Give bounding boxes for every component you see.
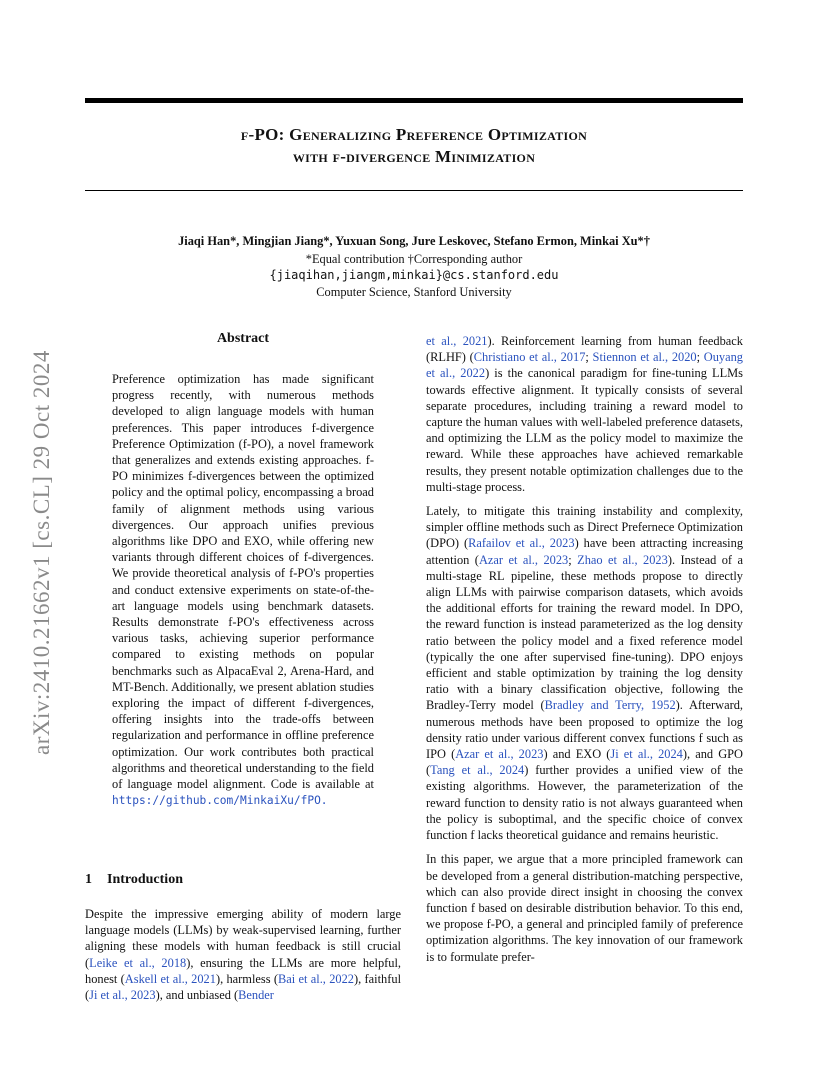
text-span: ). Reinforcement learning from human feedback (RLHF) ( — [426, 334, 743, 365]
contribution-note: *Equal contribution †Corresponding author — [305, 252, 523, 266]
text-span: ), ensuring the LLMs are more helpful, honest ( — [85, 955, 402, 986]
text-span: ). Instead of a multi-stage RL pipeline, these methods propose to directly align LLMs with pairwise comparison datasets, which avoids the additional efforts for training the reward model. In DPO, the reward function is instead parameterized as the log density ratio between the policy model and a fixed reference model (typically the one after supervised fine-tuning). DPO enjoys efficient and stable optimization by training the log density ratio with a binary classification objective, following the Bradley-Terry model ( — [426, 552, 743, 713]
abstract-body — [112, 371, 374, 809]
intro-paragraph-2: Lately, to mitigate this training instability and complexity, simpler offline methods such as Direct Prefernece Optimization (DPO) (Rafailov et al., 2023) have been attracting increasing attention (Azar et al., 2023; Zhao et al., 2023). Instead of a multi-stage RL pipeline, these methods propose to directly align LLMs with pairwise comparison datasets, which avoids the additional efforts for training the reward model. In DPO, the reward function is instead parameterized as the log density ratio between the policy model and a fixed reference model (typically the one after supervised fine-tuning). DPO enjoys efficient and stable optimization by training the log density ratio with a binary classification objective, following the Bradley-Terry model (Bradley and Terry, 1952). Afterward, numerous methods have been proposed to optimize the log density ratio under various different convex functions f such as IPO (Azar et al., 2023) and EXO (Ji et al., 2024), and GPO (Tang et al., 2024) further provides a unified view of the existing algorithms. However, the parameterization of the reward function to density ratio is not always guaranteed when the policy is suboptimal, and the specific choice of convex function f lacks theoretical guidance and remains heuristic. — [426, 504, 744, 843]
intro-paragraph-1-cont: et al., 2021). Reinforcement learning from human feedback (RLHF) (Christiano et al., 2017; Stiennon et al., 2020; Ouyang et al., 2022) is the canonical paradigm for fine-tuning LLMs towards effective alignment. It typically consists of several separate procedures, including training a reward model to capture the human values with well-labeled preference datasets, and optimizing the LLM as the policy model to maximize the reward. While these approaches have achieved remarkable results, they present notable optimization challenges due to the multi-stage process. — [426, 334, 744, 494]
abstract-text: Preference optimization has made significant progress recently, with numerous methods developed to align language models with human preferences. This paper introduces f-divergence Preference Optimization (f-PO), a novel framework that generalizes and extends existing approaches. f-PO minimizes f-divergences between the optimized policy and the optimal policy, encompassing a broad family of alignment methods using various divergences. Our approach unifies previous algorithms like DPO and EXO, while offering new variants through different choices of f-divergences. We provide theoretical analysis of f-PO's properties and conduct extensive experiments on state-of-the-art language models using benchmark datasets. Results demonstrate f-PO's effectiveness across various tasks, achieving superior performance compared to existing methods on popular benchmarks such as AlpacaEval 2, Arena-Hard, and MT-Bench. Additionally, we present ablation studies exploring the impact of different f-divergences, offering insights into the trade-offs between regularization and performance in offline preference optimization. Our work contributes both practical algorithms and theoretical understanding to the field of language model alignment. Code is available at — [112, 372, 374, 792]
citation-link[interactable]: Ji et al., 2024 — [610, 747, 683, 762]
citation-link[interactable]: Ouyang et al., 2022 — [426, 350, 743, 381]
citation-link[interactable]: Azar et al., 2023 — [478, 552, 569, 567]
intro-paragraph-1-start — [85, 906, 401, 1003]
text-span: ), harmless ( — [215, 971, 278, 986]
author-email: {jiaqihan,jiangm,minkai}@cs.stanford.edu — [269, 268, 559, 282]
citation-link[interactable]: et al., 2021 — [426, 334, 488, 348]
right-column — [426, 333, 743, 973]
author-list: Jiaqi Han*, Mingjian Jiang*, Yuxuan Song, Jure Leskovec, Stefano Ermon, Minkai Xu*† — [178, 234, 650, 248]
text-span: ), and GPO ( — [426, 747, 743, 778]
title-bottom-rule — [85, 190, 743, 191]
intro-paragraph-3: In this paper, we argue that a more principled framework can be developed from a general distribution-matching perspective, which can also provide direct insight in choosing the convex function f based on desirable distribution behavior. To this end, we propose f-PO, a general and principled family of preference optimization algorithms. The key innovation of our framework is to formulate prefer- — [426, 852, 743, 964]
title-line-1: f-PO: Generalizing Preference Optimization — [240, 125, 588, 144]
code-link[interactable]: https://github.com/MinkaiXu/fPO. — [112, 794, 328, 808]
arxiv-stamp: arXiv:2410.21662v1 [cs.CL] 29 Oct 2024 — [29, 350, 54, 755]
title-top-rule — [85, 98, 743, 103]
citation-link[interactable]: Stiennon et al., 2020 — [592, 350, 697, 365]
citation-link[interactable]: Zhao et al., 2023 — [577, 552, 668, 567]
paper-title — [85, 124, 743, 168]
text-span: ) have been attracting increasing attention ( — [426, 536, 744, 567]
section-heading-introduction — [85, 872, 183, 888]
citation-link[interactable]: Tang et al., 2024 — [430, 763, 525, 778]
text-span: ), faithful ( — [85, 971, 402, 1003]
section-number: 1 — [85, 872, 92, 887]
citation-link[interactable]: Leike et al., 2018 — [89, 955, 187, 970]
citation-link[interactable]: Askell et al., 2021 — [124, 971, 216, 986]
text-span: ) is the canonical paradigm for fine-tuning LLMs towards effective alignment. It typically consists of several separate procedures, including training a reward model to capture the human values with well-labeled preference datasets, and optimizing the LLM as the policy model to maximize the reward. While these approaches have achieved remarkable results, they present notable optimization challenges due to the multi-stage process. — [426, 366, 744, 494]
citation-link[interactable]: Rafailov et al., 2023 — [468, 536, 575, 551]
citation-link[interactable]: Bradley and Terry, 1952 — [544, 698, 676, 713]
text-span: ). Afterward, numerous methods have been proposed to optimize the log density ratio under various different convex functions f such as IPO ( — [426, 698, 743, 762]
text-span: Lately, to mitigate this training instability and complexity, simpler offline methods such as Direct Prefernece Optimization (DPO) ( — [426, 504, 743, 551]
citation-link[interactable]: Ji et al., 2023 — [89, 988, 156, 1003]
citation-link[interactable]: Azar et al., 2023 — [455, 747, 544, 762]
section-title: Introduction — [107, 872, 183, 887]
citation-link[interactable]: Christiano et al., 2017 — [473, 350, 586, 365]
text-span: ) and EXO ( — [543, 747, 611, 762]
text-span: ), and unbiased ( — [155, 988, 239, 1003]
affiliation: Computer Science, Stanford University — [316, 285, 512, 299]
abstract-heading: Abstract — [216, 331, 270, 346]
text-span: ) further provides a unified view of the existing algorithms. However, the parameterization of the reward function to density ratio is not always guaranteed when the policy is suboptimal, and the specific choice of convex function f lacks theoretical guidance and remains heuristic. — [426, 763, 743, 843]
text-span: Despite the impressive emerging ability of modern large language models (LLMs) by weak-supervised learning, further aligning these models with human feedback is still crucial ( — [85, 907, 401, 970]
citation-link[interactable]: Bai et al., 2022 — [277, 971, 354, 986]
citation-link[interactable]: Bender — [238, 988, 274, 1003]
title-line-2: with f-divergence Minimization — [292, 147, 536, 166]
